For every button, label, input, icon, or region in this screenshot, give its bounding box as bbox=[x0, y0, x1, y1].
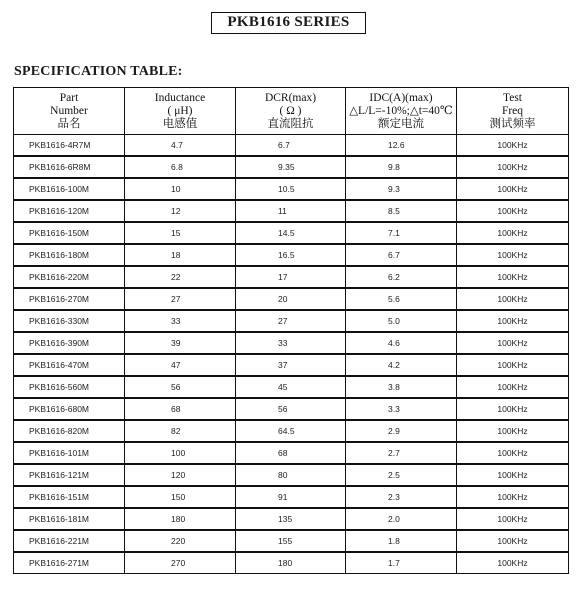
inductance-cell: 82 bbox=[125, 419, 236, 441]
header-inductance: Inductance ( μH) 电感值 bbox=[125, 88, 236, 135]
table-header bbox=[14, 88, 568, 135]
table-row bbox=[14, 551, 568, 573]
test-freq-cell: 100KHz bbox=[497, 140, 528, 150]
idc-cell: 8.5 bbox=[346, 199, 457, 221]
idc-cell: 2.9 bbox=[346, 419, 457, 441]
part-number-cell: PKB1616-121M bbox=[14, 463, 125, 485]
table-row bbox=[14, 265, 568, 287]
inductance-cell: 18 bbox=[125, 243, 236, 265]
table-row bbox=[14, 155, 568, 177]
dcr-cell: 27 bbox=[236, 309, 346, 331]
dcr-cell: 20 bbox=[236, 287, 346, 309]
table-row bbox=[14, 441, 568, 463]
header-row bbox=[14, 88, 568, 135]
idc-cell: 5.6 bbox=[346, 287, 457, 309]
table-row bbox=[14, 331, 568, 353]
test-freq-cell: 100KHz bbox=[457, 397, 568, 419]
inductance-cell: 33 bbox=[125, 309, 236, 331]
idc-cell: 4.2 bbox=[346, 353, 457, 375]
idc-cell: 9.8 bbox=[346, 155, 457, 177]
part-number-cell: PKB1616-221M bbox=[14, 529, 125, 551]
part-number-cell: PKB1616-330M bbox=[14, 309, 125, 331]
header-idc: IDC(A)(max) △L/L=-10%;△t=40℃ 额定电流 bbox=[346, 88, 457, 135]
dcr-cell: 16.5 bbox=[236, 243, 346, 265]
dcr-cell: 135 bbox=[236, 507, 346, 529]
part-number-cell: PKB1616-100M bbox=[14, 177, 125, 199]
test-freq-cell: 100KHz bbox=[457, 309, 568, 331]
dcr-cell: 91 bbox=[236, 485, 346, 507]
inductance-cell: 270 bbox=[125, 551, 236, 573]
dcr-cell: 17 bbox=[236, 265, 346, 287]
dcr-cell: 45 bbox=[236, 375, 346, 397]
idc-cell: 1.7 bbox=[346, 551, 457, 573]
part-number-cell: PKB1616-271M bbox=[14, 551, 125, 573]
idc-cell: 4.6 bbox=[346, 331, 457, 353]
table-row bbox=[14, 135, 568, 155]
dcr-cell: 180 bbox=[236, 551, 346, 573]
table-row bbox=[14, 375, 568, 397]
test-freq-cell: 100KHz bbox=[457, 221, 568, 243]
dcr-cell: 14.5 bbox=[236, 221, 346, 243]
idc-cell: 1.8 bbox=[346, 529, 457, 551]
table-row bbox=[14, 463, 568, 485]
part-number-cell: PKB1616-270M bbox=[14, 287, 125, 309]
idc-cell: 5.0 bbox=[346, 309, 457, 331]
test-freq-cell: 100KHz bbox=[457, 331, 568, 353]
part-number-cell: PKB1616-680M bbox=[14, 397, 125, 419]
series-title: PKB1616 SERIES bbox=[211, 12, 366, 34]
part-number-cell: PKB1616-181M bbox=[14, 507, 125, 529]
idc-cell: 3.8 bbox=[346, 375, 457, 397]
dcr-cell: 6.7 bbox=[236, 135, 346, 155]
test-freq-cell: 100KHz bbox=[457, 155, 568, 177]
test-freq-cell: 100KHz bbox=[457, 419, 568, 441]
part-number-cell: PKB1616-220M bbox=[14, 265, 125, 287]
idc-cell: 7.1 bbox=[346, 221, 457, 243]
dcr-cell: 10.5 bbox=[236, 177, 346, 199]
test-freq-cell: 100KHz bbox=[457, 507, 568, 529]
dcr-cell: 11 bbox=[236, 199, 346, 221]
part-number-cell: PKB1616-150M bbox=[14, 221, 125, 243]
table-row bbox=[14, 507, 568, 529]
inductance-cell: 12 bbox=[125, 199, 236, 221]
idc-cell: 9.3 bbox=[346, 177, 457, 199]
inductance-cell: 220 bbox=[125, 529, 236, 551]
idc-cell: 12.6 bbox=[346, 135, 457, 155]
inductance-cell: 120 bbox=[125, 463, 236, 485]
part-number-cell: PKB1616-560M bbox=[14, 375, 125, 397]
test-freq-cell: 100KHz bbox=[457, 551, 568, 573]
test-freq-cell: 100KHz bbox=[457, 375, 568, 397]
part-number-cell: PKB1616-180M bbox=[14, 243, 125, 265]
dcr-cell: 9.35 bbox=[236, 155, 346, 177]
table-row bbox=[14, 199, 568, 221]
table-row bbox=[14, 221, 568, 243]
part-number-cell: PKB1616-120M bbox=[14, 199, 125, 221]
dcr-cell: 80 bbox=[236, 463, 346, 485]
idc-cell: 2.0 bbox=[346, 507, 457, 529]
part-number-cell: PKB1616-390M bbox=[14, 331, 125, 353]
inductance-cell: 180 bbox=[125, 507, 236, 529]
dcr-cell: 155 bbox=[236, 529, 346, 551]
table-row bbox=[14, 353, 568, 375]
idc-cell: 2.3 bbox=[346, 485, 457, 507]
header-test-freq: Test Freq 测试频率 bbox=[457, 88, 568, 135]
test-freq-cell: 100KHz bbox=[457, 353, 568, 375]
section-heading: SPECIFICATION TABLE: bbox=[14, 64, 183, 79]
table-row bbox=[14, 529, 568, 551]
dcr-cell: 68 bbox=[236, 441, 346, 463]
inductance-cell: 27 bbox=[125, 287, 236, 309]
idc-cell: 2.5 bbox=[346, 463, 457, 485]
table-body bbox=[14, 135, 568, 573]
inductance-cell: 47 bbox=[125, 353, 236, 375]
idc-cell: 6.7 bbox=[346, 243, 457, 265]
inductance-cell: 6.8 bbox=[125, 155, 236, 177]
test-freq-cell: 100KHz bbox=[457, 177, 568, 199]
inductance-cell: 15 bbox=[125, 221, 236, 243]
table-row bbox=[14, 287, 568, 309]
inductance-cell: 56 bbox=[125, 375, 236, 397]
part-number-cell: PKB1616-6R8M bbox=[14, 155, 125, 177]
test-freq-cell: 100KHz bbox=[457, 485, 568, 507]
idc-cell: 6.2 bbox=[346, 265, 457, 287]
inductance-cell: 150 bbox=[125, 485, 236, 507]
table-row bbox=[14, 177, 568, 199]
header-part-number: Part Number 品名 bbox=[14, 88, 125, 135]
table-row bbox=[14, 485, 568, 507]
dcr-cell: 37 bbox=[236, 353, 346, 375]
test-freq-cell: 100KHz bbox=[457, 287, 568, 309]
part-number-cell: PKB1616-820M bbox=[14, 419, 125, 441]
part-number-cell: PKB1616-470M bbox=[14, 353, 125, 375]
test-freq-cell: 100KHz bbox=[457, 199, 568, 221]
test-freq-cell: 100KHz bbox=[457, 463, 568, 485]
inductance-cell: 68 bbox=[125, 397, 236, 419]
inductance-cell: 10 bbox=[125, 177, 236, 199]
dcr-cell: 64.5 bbox=[236, 419, 346, 441]
header-dcr: DCR(max) ( Ω ) 直流阻抗 bbox=[236, 88, 346, 135]
table-row bbox=[14, 309, 568, 331]
test-freq-cell: 100KHz bbox=[457, 441, 568, 463]
dcr-cell: 33 bbox=[236, 331, 346, 353]
test-freq-cell: 100KHz bbox=[457, 265, 568, 287]
part-number-cell: PKB1616-151M bbox=[14, 485, 125, 507]
table-row bbox=[14, 397, 568, 419]
test-freq-cell: 100KHz bbox=[457, 243, 568, 265]
table-row bbox=[14, 243, 568, 265]
inductance-cell: 22 bbox=[125, 265, 236, 287]
test-freq-cell: 100KHz bbox=[457, 529, 568, 551]
inductance-cell: 39 bbox=[125, 331, 236, 353]
part-number-cell: PKB1616-4R7M bbox=[14, 135, 125, 155]
table-row bbox=[14, 419, 568, 441]
idc-cell: 3.3 bbox=[346, 397, 457, 419]
specification-table bbox=[13, 87, 569, 574]
part-number-cell: PKB1616-101M bbox=[14, 441, 125, 463]
idc-cell: 2.7 bbox=[346, 441, 457, 463]
inductance-cell: 4.7 bbox=[125, 135, 236, 155]
dcr-cell: 56 bbox=[236, 397, 346, 419]
inductance-cell: 100 bbox=[125, 441, 236, 463]
